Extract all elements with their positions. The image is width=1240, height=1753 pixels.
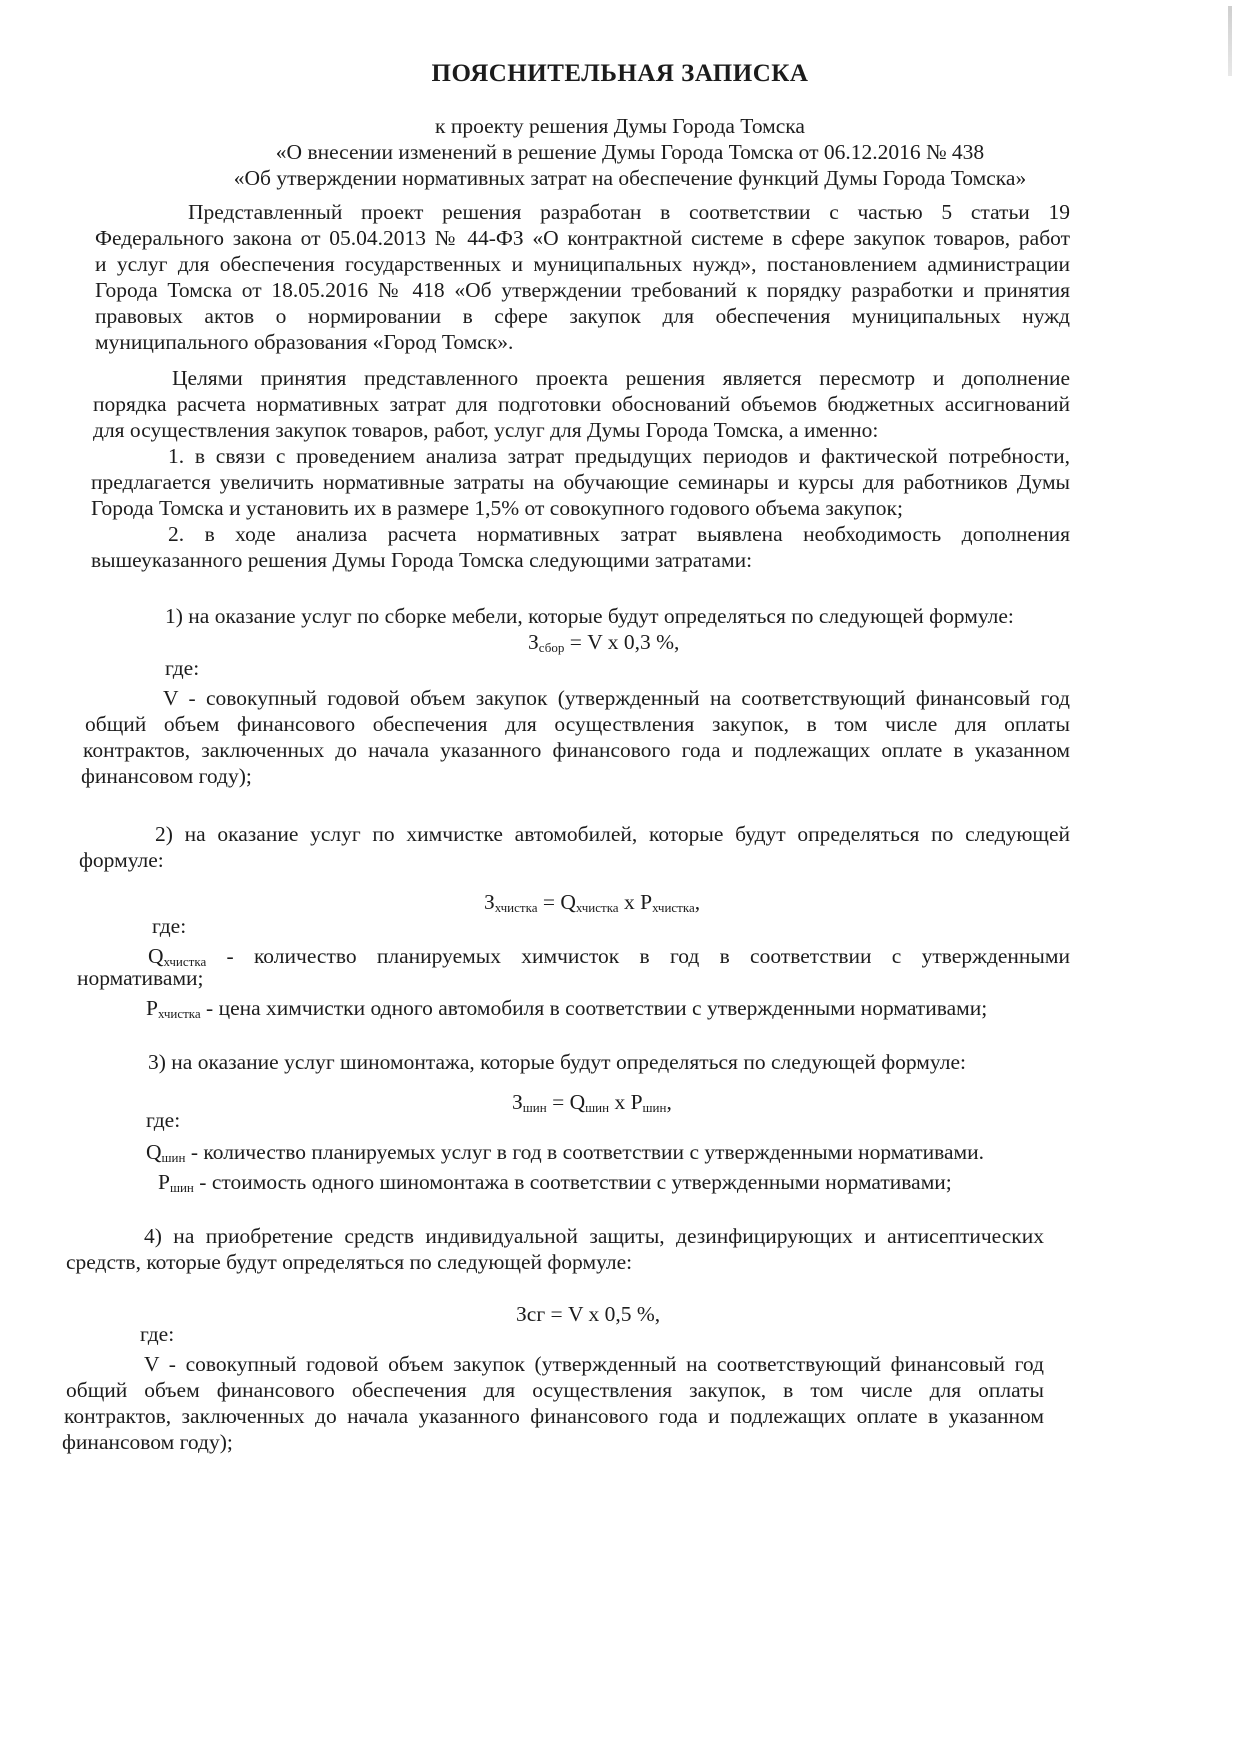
paragraph-line: Федерального закона от 05.04.2013 № 44-ФЗ «О контрактной системе в сфере закупок товаров, работ (95, 226, 1070, 250)
list-item-line: предлагается увеличить нормативные затраты на обучающие семинары и курсы для работников Думы (91, 470, 1070, 494)
where-label: где: (146, 1108, 181, 1132)
section-intro: 3) на оказание услуг шиномонтажа, которые будут определяться по следующей формуле: (148, 1050, 966, 1074)
formula-furniture: $З_{сбор} = V$ х 0,3 %, (528, 630, 680, 655)
definition-line: нормативами; (77, 966, 204, 990)
definition-line: $P_{хчистка}$ - цена химчистки одного автомобиля в соответствии с утвержденными нормативами; (146, 996, 988, 1021)
section-intro: формуле: (79, 848, 164, 872)
list-item-line: 2. в ходе анализа расчета нормативных затрат выявлена необходимость дополнения (168, 522, 1070, 546)
definition-line: V - совокупный годовой объем закупок (утвержденный на соответствующий финансовый год (163, 686, 1070, 710)
formula-dryclean: $З_{хчистка} = Q_{хчистка}$ х $P_{хчистка}$, (484, 890, 701, 915)
paragraph-line: Целями принятия представленного проекта решения является пересмотр и дополнение (172, 366, 1070, 390)
list-item-line: Города Томска и установить их в размере 1,5% от совокупного годового объема закупок; (91, 496, 903, 520)
section-intro: средств, которые будут определяться по следующей формуле: (66, 1250, 633, 1274)
definition-line: контрактов, заключенных до начала указанного финансового года и подлежащих оплате в указанном (64, 1404, 1044, 1428)
where-label: где: (140, 1322, 175, 1346)
subtitle-line: «Об утверждении нормативных затрат на обеспечение функций Думы Города Томска» (233, 166, 1027, 190)
paragraph-line: порядка расчета нормативных затрат для подготовки обоснований объемов бюджетных ассигнований (93, 392, 1070, 416)
section-intro: 4) на приобретение средств индивидуальной защиты, дезинфицирующих и антисептических (144, 1224, 1044, 1248)
document-title: ПОЯСНИТЕЛЬНАЯ ЗАПИСКА (431, 60, 809, 87)
definition-line: $Q_{хчистка}$ - количество планируемых химчисток в год в соответствии с утвержденными (148, 944, 1070, 969)
list-item-line: вышеуказанного решения Думы Города Томска следующими затратами: (91, 548, 753, 572)
definition-line: V - совокупный годовой объем закупок (утвержденный на соответствующий финансовый год (144, 1352, 1044, 1376)
definition-line: финансовом году); (81, 764, 252, 788)
paragraph-line: правовых актов о нормировании в сфере закупок для обеспечения муниципальных нужд (95, 304, 1070, 328)
definition-line: общий объем финансового обеспечения для осуществления закупок, в том числе для оплаты (66, 1378, 1044, 1402)
where-label: где: (165, 656, 200, 680)
definition-line: $Q_{шин}$ - количество планируемых услуг в год в соответствии с утвержденными нормативами. (146, 1140, 985, 1165)
formula-ppe: Зсг = V х 0,5 %, (516, 1302, 661, 1326)
paragraph-line: для осуществления закупок товаров, работ, услуг для Думы Города Томска, а именно: (93, 418, 879, 442)
definition-line: общий объем финансового обеспечения для осуществления закупок, в том числе для оплаты (85, 712, 1070, 736)
paragraph-line: Представленный проект решения разработан в соответствии с частью 5 статьи 19 (188, 200, 1070, 224)
paragraph-line: Города Томска от 18.05.2016 № 418 «Об утверждении требований к порядку разработки и принятия (95, 278, 1070, 302)
list-item-line: 1. в связи с проведением анализа затрат предыдущих периодов и фактической потребности, (168, 444, 1070, 468)
formula-tire: $З_{шин} = Q_{шин}$ х $P_{шин}$, (512, 1090, 672, 1115)
section-intro: 1) на оказание услуг по сборке мебели, которые будут определяться по следующей формуле: (165, 604, 1014, 628)
definition-line: финансовом году); (62, 1430, 233, 1454)
definition-line: контрактов, заключенных до начала указанного финансового года и подлежащих оплате в указанном (83, 738, 1070, 762)
subtitle-line: к проекту решения Думы Города Томска (435, 114, 805, 138)
paragraph-line: и услуг для обеспечения государственных и муниципальных нужд», постановлением администрации (95, 252, 1070, 276)
section-intro: 2) на оказание услуг по химчистке автомобилей, которые будут определяться по следующей (155, 822, 1070, 846)
paragraph-line: муниципального образования «Город Томск». (95, 330, 514, 354)
subtitle-line: «О внесении изменений в решение Думы Города Томска от 06.12.2016 № 438 (275, 140, 985, 164)
definition-line: $P_{шин}$ - стоимость одного шиномонтажа в соответствии с утвержденными нормативами; (158, 1170, 952, 1195)
where-label: где: (152, 914, 187, 938)
